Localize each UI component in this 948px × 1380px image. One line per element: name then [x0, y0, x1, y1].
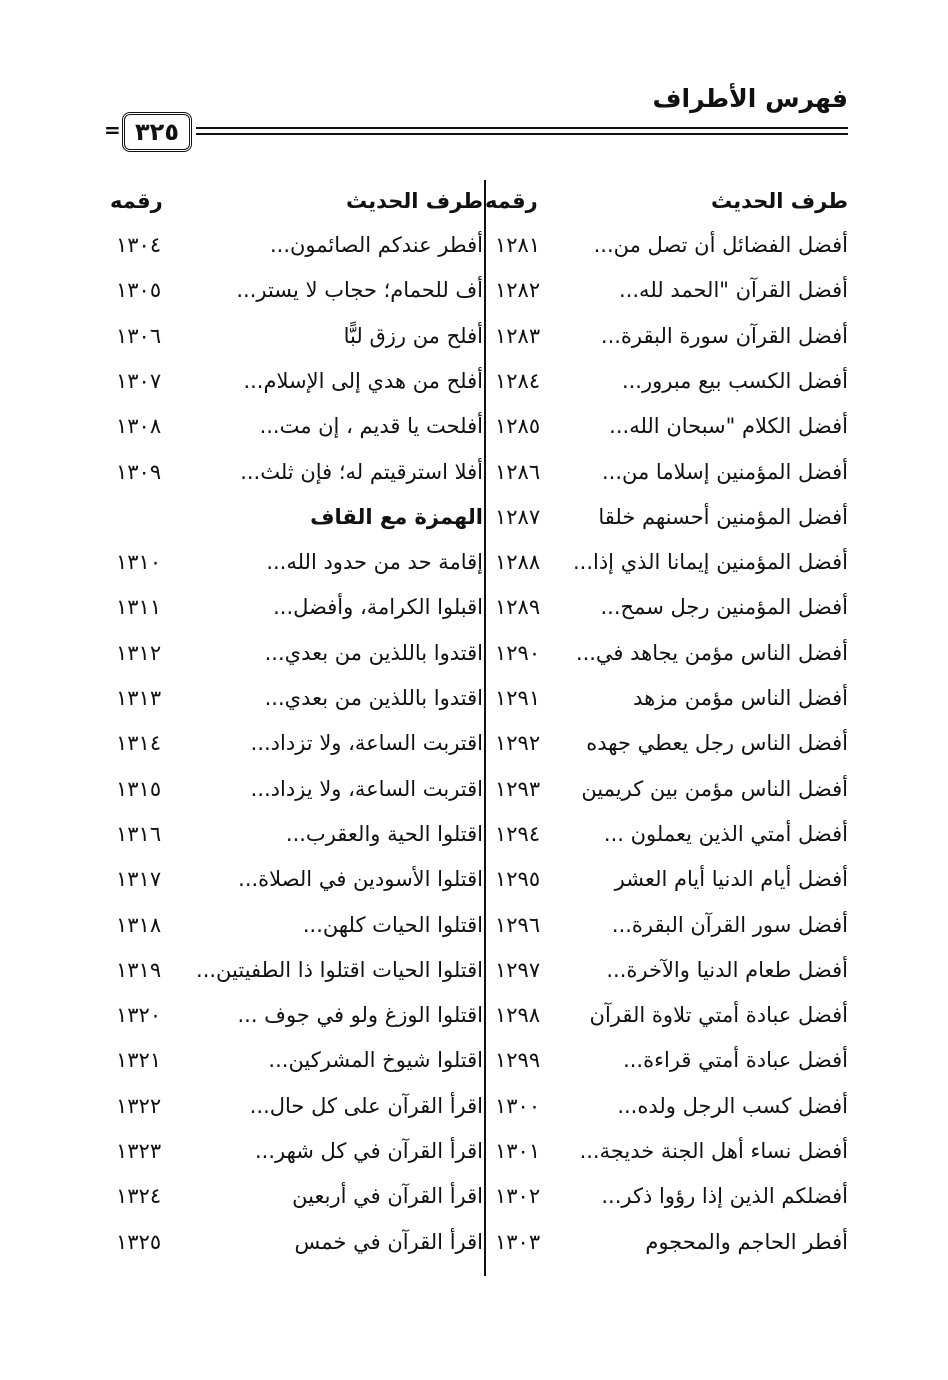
hadith-incipit: أفضل الكسب بيع مبرور... — [621, 368, 848, 393]
index-row — [487, 584, 848, 630]
hadith-number: ١٣١٨ — [116, 912, 162, 937]
hadith-number: ١٢٩٩ — [495, 1048, 541, 1073]
index-row — [487, 1219, 848, 1265]
index-row — [108, 313, 483, 359]
index-row — [108, 449, 483, 495]
index-row — [108, 630, 483, 676]
index-row — [487, 766, 848, 812]
hadith-number: ١٣٠٩ — [116, 459, 162, 484]
hadith-number: ١٢٨٧ — [495, 504, 541, 529]
column-header — [487, 178, 848, 224]
column-divider — [484, 180, 486, 1276]
index-row — [108, 539, 483, 585]
header-rule — [196, 133, 848, 135]
header-number-label: رقمه — [110, 189, 163, 213]
index-row — [487, 267, 848, 313]
hadith-number: ١٣٠٤ — [116, 233, 162, 257]
index-row — [108, 1037, 483, 1083]
index-row — [487, 630, 848, 676]
page-number: ٣٢٥ — [122, 112, 192, 152]
hadith-number: ١٣٠٠ — [495, 1093, 541, 1118]
hadith-number: ١٣٢٣ — [116, 1139, 162, 1163]
hadith-number: ١٢٨٦ — [495, 459, 541, 484]
hadith-incipit: أفضل الفضائل أن تصل من... — [593, 233, 848, 257]
index-row — [487, 313, 848, 359]
index-row — [108, 947, 483, 993]
hadith-number: ١٣٠٥ — [116, 278, 162, 303]
hadith-incipit: اقتربت الساعة، ولا يزداد... — [250, 776, 483, 801]
hadith-incipit: إقامة حد من حدود الله... — [266, 550, 483, 575]
index-row — [108, 675, 483, 721]
hadith-number: ١٢٩٨ — [495, 1003, 541, 1028]
index-row — [108, 358, 483, 404]
hadith-incipit: اقبلوا الكرامة، وأفضل... — [273, 595, 483, 620]
hadith-incipit: أفضل القرآن سورة البقرة... — [600, 323, 848, 348]
index-row — [108, 720, 483, 766]
index-row — [108, 1173, 483, 1219]
page-marker: = — [104, 118, 121, 142]
hadith-incipit: أفطر الحاجم والمحجوم — [645, 1229, 848, 1254]
hadith-incipit: أفضلكم الذين إذا رؤوا ذكر... — [601, 1184, 848, 1209]
section-heading-text: الهمزة مع القاف — [310, 504, 483, 529]
hadith-incipit: أفلح من رزق لبًّا — [343, 323, 483, 348]
hadith-incipit: أفضل عبادة أمتي تلاوة القرآن — [589, 1003, 848, 1028]
index-row — [108, 902, 483, 948]
running-head: فهرس الأطراف — [652, 84, 848, 113]
hadith-number: ١٢٩٤ — [495, 821, 541, 846]
hadith-number: ١٢٩٦ — [495, 912, 541, 937]
hadith-number: ١٢٨١ — [495, 233, 541, 257]
index-row — [108, 222, 483, 268]
header-title-label: طرف الحديث — [345, 189, 483, 213]
hadith-incipit: أفضل المؤمنين أحسنهم خلقا — [598, 504, 848, 529]
hadith-number: ١٢٨٢ — [495, 278, 541, 303]
hadith-number: ١٣٠٨ — [116, 414, 162, 439]
index-row — [487, 720, 848, 766]
hadith-number: ١٣٢١ — [116, 1048, 162, 1073]
hadith-number: ١٢٩٣ — [495, 776, 541, 801]
hadith-incipit: أفضل عبادة أمتي قراءة... — [623, 1048, 848, 1073]
index-row — [487, 1083, 848, 1129]
hadith-number: ١٣١٠ — [116, 550, 162, 575]
index-row — [108, 584, 483, 630]
hadith-incipit: أفضل أمتي الذين يعملون ... — [603, 821, 848, 846]
hadith-number: ١٣١٤ — [116, 731, 162, 756]
hadith-number: ١٣١٣ — [116, 686, 162, 710]
index-row — [487, 902, 848, 948]
hadith-number: ١٣٠٣ — [495, 1229, 541, 1254]
index-row — [487, 811, 848, 857]
hadith-number: ١٢٩١ — [495, 686, 541, 710]
index-row — [487, 222, 848, 268]
hadith-incipit: اقتلوا الوزغ ولو في جوف ... — [237, 1003, 483, 1028]
hadith-incipit: اقتدوا باللذين من بعدي... — [264, 686, 483, 710]
hadith-number: ١٣٠٢ — [495, 1184, 541, 1209]
hadith-number: ١٣٢٥ — [116, 1229, 162, 1254]
index-row — [108, 992, 483, 1038]
hadith-number: ١٢٨٤ — [495, 368, 541, 393]
hadith-incipit: أف للحمام؛ حجاب لا يستر... — [236, 278, 483, 303]
hadith-incipit: أفضل القرآن "الحمد لله... — [619, 278, 848, 303]
hadith-incipit: أفضل طعام الدنيا والآخرة... — [606, 957, 848, 982]
index-row — [487, 1173, 848, 1219]
index-row — [487, 539, 848, 585]
hadith-number: ١٢٨٩ — [495, 595, 541, 620]
hadith-incipit: اقتلوا الحية والعقرب... — [285, 821, 483, 846]
hadith-incipit: أفطر عندكم الصائمون... — [269, 233, 483, 257]
hadith-number: ١٢٩٧ — [495, 957, 541, 982]
header-rule — [196, 127, 848, 129]
hadith-incipit: أفضل كسب الرجل ولده... — [617, 1093, 848, 1118]
index-row — [487, 494, 848, 540]
hadith-number: ١٣١١ — [116, 595, 162, 620]
hadith-number: ١٣١٥ — [116, 776, 162, 801]
index-row — [108, 267, 483, 313]
hadith-incipit: اقتلوا الأسودين في الصلاة... — [238, 867, 483, 892]
hadith-incipit: أفضل المؤمنين إيمانا الذي إذا... — [572, 550, 848, 575]
hadith-number: ١٣١٩ — [116, 957, 162, 982]
hadith-incipit: اقتلوا الحيات اقتلوا ذا الطفيتين... — [196, 957, 483, 982]
index-row — [108, 1128, 483, 1174]
index-row — [487, 856, 848, 902]
index-row — [487, 675, 848, 721]
hadith-number: ١٣١٧ — [116, 867, 162, 892]
hadith-incipit: اقرأ القرآن على كل حال... — [249, 1093, 483, 1118]
index-row — [108, 811, 483, 857]
index-row — [487, 1128, 848, 1174]
index-row — [108, 1219, 483, 1265]
index-row — [487, 403, 848, 449]
hadith-incipit: أفضل الناس مؤمن يجاهد في... — [575, 640, 848, 665]
index-row — [108, 766, 483, 812]
hadith-number: ١٢٨٣ — [495, 323, 541, 348]
index-row — [487, 1037, 848, 1083]
hadith-incipit: أفضل نساء أهل الجنة خديجة... — [579, 1139, 848, 1163]
hadith-incipit: اقتلوا شيوخ المشركين... — [268, 1048, 483, 1073]
hadith-number: ١٢٨٥ — [495, 414, 541, 439]
section-heading — [108, 494, 483, 540]
hadith-number: ١٣٠١ — [495, 1139, 541, 1163]
hadith-incipit: اقتربت الساعة، ولا تزداد... — [250, 731, 483, 756]
right-column — [487, 178, 848, 1278]
hadith-number: ١٣٢٠ — [116, 1003, 162, 1028]
hadith-incipit: اقرأ القرآن في أربعين — [292, 1184, 483, 1209]
hadith-incipit: أفضل الناس مؤمن بين كريمين — [581, 776, 848, 801]
index-row — [487, 947, 848, 993]
hadith-incipit: أفلحت يا قديم ، إن مت... — [259, 414, 483, 439]
hadith-number: ١٢٩٢ — [495, 731, 541, 756]
hadith-number: ١٢٨٨ — [495, 550, 541, 575]
hadith-number: ١٣٠٧ — [116, 368, 162, 393]
hadith-incipit: اقرأ القرآن في خمس — [294, 1229, 483, 1254]
index-row — [108, 856, 483, 902]
hadith-incipit: اقتدوا باللذين من بعدي... — [264, 640, 483, 665]
hadith-incipit: أفلح من هدي إلى الإسلام... — [243, 368, 483, 393]
hadith-incipit: أفضل المؤمنين إسلاما من... — [601, 459, 848, 484]
column-header — [108, 178, 483, 224]
hadith-incipit: اقتلوا الحيات كلهن... — [302, 912, 483, 937]
hadith-number: ١٣١٢ — [116, 640, 162, 665]
header-title-label: طرف الحديث — [710, 189, 848, 213]
hadith-number: ١٢٩٠ — [495, 640, 541, 665]
index-row — [487, 992, 848, 1038]
header-number-label: رقمه — [485, 189, 538, 213]
index-row — [108, 403, 483, 449]
left-column — [108, 178, 483, 1278]
hadith-number: ١٢٩٥ — [495, 867, 541, 892]
hadith-number: ١٣١٦ — [116, 821, 162, 846]
hadith-incipit: أفضل الناس مؤمن مزهد — [633, 686, 848, 710]
index-row — [487, 449, 848, 495]
hadith-incipit: أفضل أيام الدنيا أيام العشر — [614, 867, 848, 892]
hadith-incipit: أفضل المؤمنين رجل سمح... — [600, 595, 848, 620]
hadith-incipit: أفضل سور القرآن البقرة... — [611, 912, 848, 937]
index-row — [487, 358, 848, 404]
hadith-incipit: أفضل الناس رجل يعطي جهده — [586, 731, 848, 756]
index-row — [108, 1083, 483, 1129]
hadith-number: ١٣٢٢ — [116, 1093, 162, 1118]
hadith-incipit: اقرأ القرآن في كل شهر... — [254, 1139, 483, 1163]
hadith-number: ١٣٠٦ — [116, 323, 162, 348]
hadith-number: ١٣٢٤ — [116, 1184, 162, 1209]
hadith-incipit: أفلا استرقيتم له؛ فإن ثلث... — [240, 459, 483, 484]
hadith-incipit: أفضل الكلام "سبحان الله... — [609, 414, 848, 439]
